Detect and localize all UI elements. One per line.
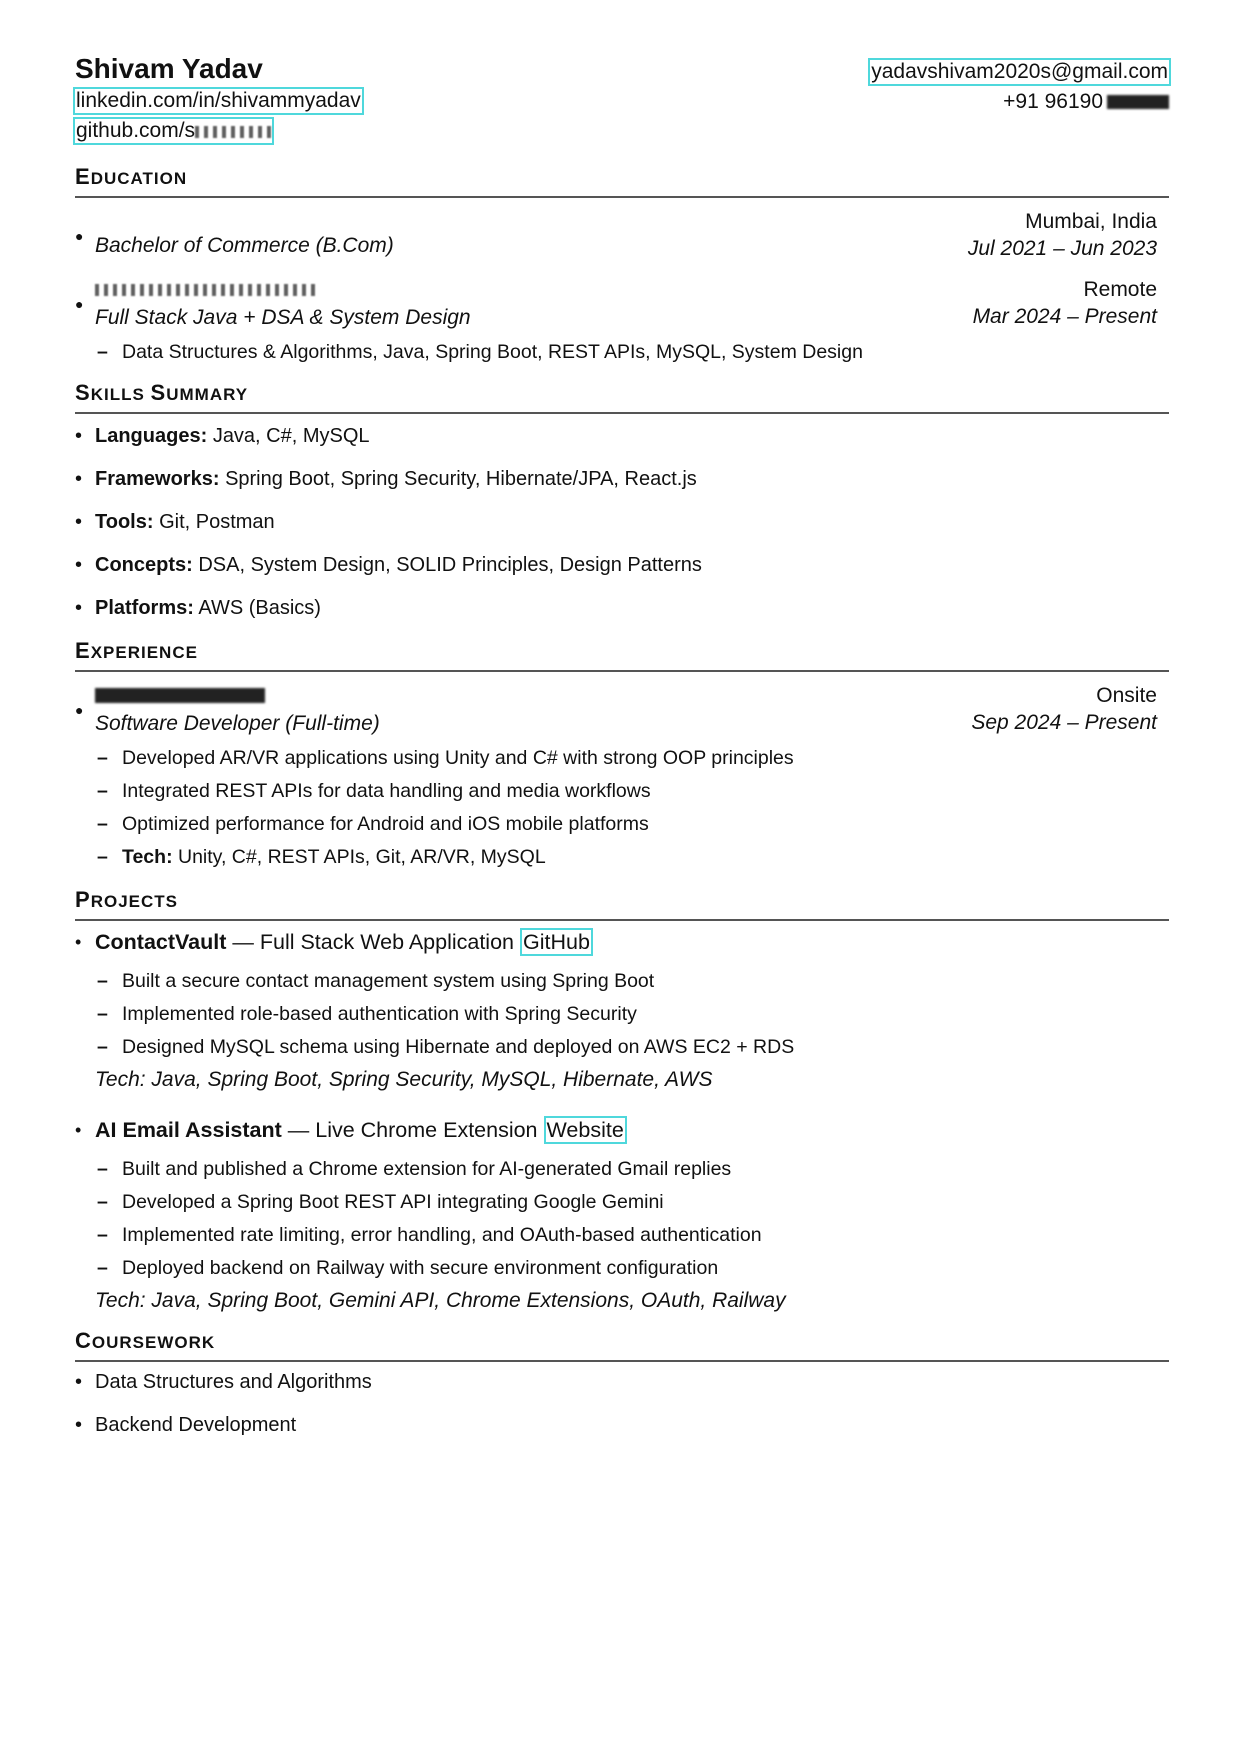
education-detail: – Data Structures & Algorithms, Java, Spring Boot, REST APIs, MySQL, System Design (97, 341, 863, 363)
experience-entry (75, 684, 1169, 738)
project-bullet: – Deployed backend on Railway with secure environment configuration (97, 1257, 719, 1279)
education-entry (75, 278, 1169, 332)
linkedin-link[interactable] (73, 87, 364, 115)
experience-bullet: – Optimized performance for Android and iOS mobile platforms (97, 813, 649, 835)
education-entry (75, 210, 1169, 264)
coursework-item: • Data Structures and Algorithms (75, 1371, 372, 1393)
section-divider (75, 196, 1169, 198)
skill-platforms: • Platforms: AWS (Basics) (75, 597, 321, 619)
skill-frameworks: • Frameworks: Spring Boot, Spring Security, Hibernate/JPA, React.js (75, 468, 697, 490)
program: Full Stack Java + DSA & System Design (95, 306, 471, 329)
job-role: Software Developer (Full-time) (95, 712, 380, 735)
company-redacted (95, 684, 1169, 712)
project-desc: — Live Chrome Extension (281, 1118, 544, 1142)
linkedin-text: linkedin.com/in/shivammyadav (76, 89, 361, 112)
project-tech: Tech: Java, Spring Boot, Spring Security, MySQL, Hibernate, AWS (95, 1068, 713, 1091)
project-tech: Tech: Java, Spring Boot, Gemini API, Chrome Extensions, OAuth, Railway (95, 1289, 786, 1312)
experience-tech: – Tech: Unity, C#, REST APIs, Git, AR/VR, MySQL (97, 846, 546, 868)
website-project-link[interactable]: Website (544, 1116, 627, 1144)
experience-bullet: – Integrated REST APIs for data handling and media workflows (97, 780, 651, 802)
education-dates: Jul 2021 – Jun 2023 (967, 237, 1157, 260)
education-location: Mumbai, India (1025, 210, 1157, 233)
institution-redacted (95, 278, 1169, 306)
section-title-experience: EXPERIENCE (75, 638, 198, 663)
coursework-item: • Backend Development (75, 1414, 297, 1436)
section-divider (75, 670, 1169, 672)
job-location: Onsite (1096, 684, 1157, 707)
email-text: yadavshivam2020s@gmail.com (871, 60, 1168, 83)
github-link[interactable] (73, 117, 274, 145)
project-desc: — Full Stack Web Application (226, 930, 520, 954)
redacted-github-handle (195, 126, 271, 138)
experience-section (75, 638, 1169, 869)
experience-bullet: – Developed AR/VR applications using Unity and C# with strong OOP principles (97, 747, 794, 769)
resume-header (75, 52, 1169, 152)
section-divider (75, 919, 1169, 921)
section-divider (75, 412, 1169, 414)
projects-section (75, 887, 1169, 1314)
project-bullet: – Developed a Spring Boot REST API integrating Google Gemini (97, 1191, 664, 1213)
candidate-name: Shivam Yadav (75, 53, 263, 84)
phone-text: +91 96190 (1003, 90, 1103, 113)
section-title-education: EDUCATION (75, 164, 188, 189)
bullet-icon: ● (75, 296, 84, 312)
section-title-coursework: COURSEWORK (75, 1328, 216, 1353)
project-contactvault: • ContactVault — Full Stack Web Application GitHub (75, 929, 1169, 955)
coursework-section (75, 1328, 1169, 1437)
project-bullet: – Implemented role-based authentication with Spring Security (97, 1003, 637, 1025)
section-divider (75, 1360, 1169, 1362)
section-title-skills: SKILLS SUMMARY (75, 380, 249, 405)
skill-languages: • Languages: Java, C#, MySQL (75, 425, 370, 447)
institution-redacted (95, 210, 1169, 234)
project-bullet: – Designed MySQL schema using Hibernate and deployed on AWS EC2 + RDS (97, 1036, 795, 1058)
skills-section (75, 380, 1169, 620)
education-location: Remote (1083, 278, 1157, 301)
project-ai-email-assistant: • AI Email Assistant — Live Chrome Extension Website (75, 1117, 1169, 1143)
project-bullet: – Built a secure contact management system using Spring Boot (97, 970, 655, 992)
education-section (75, 164, 1169, 364)
project-bullet: – Built and published a Chrome extension for AI-generated Gmail replies (97, 1158, 732, 1180)
education-dates: Mar 2024 – Present (972, 305, 1157, 328)
bullet-icon: ● (75, 228, 84, 244)
degree: Bachelor of Commerce (B.Com) (95, 234, 394, 257)
skill-concepts: • Concepts: DSA, System Design, SOLID Principles, Design Patterns (75, 554, 702, 576)
skill-tools: • Tools: Git, Postman (75, 511, 275, 533)
project-name: ContactVault (95, 930, 227, 954)
email-link[interactable] (868, 58, 1171, 86)
job-dates: Sep 2024 – Present (971, 711, 1157, 734)
project-bullet: – Implemented rate limiting, error handling, and OAuth-based authentication (97, 1224, 762, 1246)
bullet-icon: ● (75, 702, 84, 718)
project-name: AI Email Assistant (95, 1118, 282, 1142)
resume-page (75, 52, 1169, 1437)
phone-number (1003, 90, 1169, 114)
github-project-link[interactable]: GitHub (520, 928, 593, 956)
section-title-projects: PROJECTS (75, 887, 178, 912)
redacted-phone-digits (1107, 95, 1169, 109)
github-text: github.com/s (76, 119, 196, 142)
